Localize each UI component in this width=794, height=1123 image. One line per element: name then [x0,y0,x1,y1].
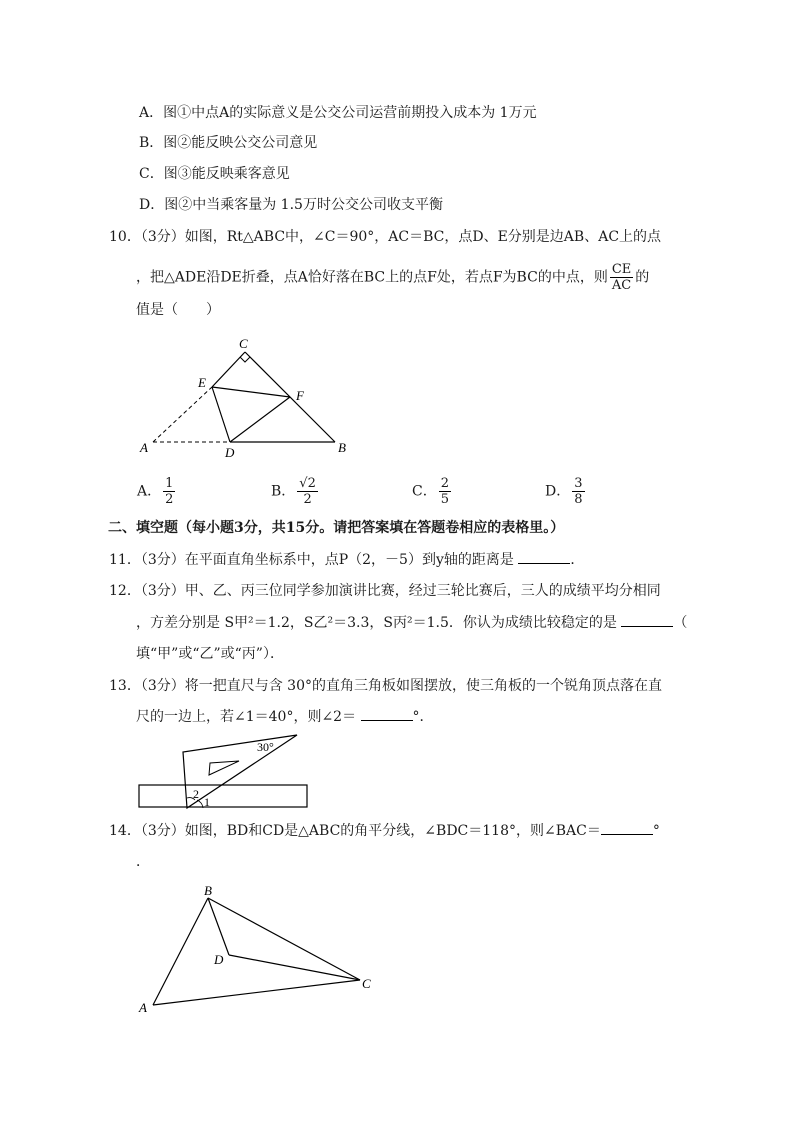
q10-option-b-prefix: B． [271,483,296,500]
q14-label-a: A [139,1000,147,1015]
q10-label-f: F [296,388,304,403]
q10-segment-ef [212,387,290,397]
q14-line1-end: ° [652,823,660,839]
q13-label-1: 1 [204,795,210,809]
q11-answer-blank[interactable] [518,549,570,564]
q13-answer-blank[interactable] [361,706,413,721]
q10-fraction-den: AC [611,278,632,293]
q14-line1-text: 14．（3分）如图，BD和CD是△ABC的角平分线，∠BDC＝118°，则∠BAC＝ [109,823,601,839]
q9-option-c: C．图③能反映乘客意见 [139,166,290,182]
q14-figure [130,880,380,1020]
q10-option-b-den: 2 [303,492,312,507]
q14-label-b: B [204,883,212,898]
q14-segment-dc [229,955,360,980]
q10-label-c: C [239,336,248,351]
q14-segment-bc [208,898,360,980]
q10-segment-ed [212,387,230,442]
q10-right-angle-mark [240,357,250,362]
q10-option-a-prefix: A． [137,483,162,500]
q14-segment-ac [153,980,360,1005]
q12-stem-line3: 填“甲”或“乙”或“丙”）． [136,646,284,662]
q14-answer-blank[interactable] [601,820,653,835]
q13-line2-end: °． [412,709,434,725]
q12-answer-blank[interactable] [621,612,673,627]
q14-segment-ba [153,898,208,1005]
q14-label-d: D [214,952,224,967]
q10-option-a-den: 2 [165,492,174,507]
q14-stem-line1 [109,820,660,841]
q13-label-30: 30° [257,740,274,754]
q10-option-d-prefix: D． [545,483,571,500]
q10-stem-line1: 10．（3分）如图，Rt△ABC中，∠C＝90°，AC＝BC，点D、E分别是边AB、AC上的点 [109,229,662,245]
q12-line2-text: ，方差分别是 S甲²＝1.2，S乙²＝3.3，S丙²＝1.5．你认为成绩比较稳定的是 [136,615,617,631]
q13-label-2: 2 [193,787,199,801]
q10-fraction [610,262,633,293]
q10-option-b-num: √2 [299,476,316,491]
q10-label-d: D [225,445,235,460]
q13-ruler [139,785,307,807]
q12-stem-line1: 12．（3分）甲、乙、丙三位同学参加演讲比赛，经过三轮比赛后，三人的成绩平均分相同 [109,583,661,599]
q10-label-a: A [140,440,148,455]
q10-option-d [545,476,587,507]
q10-label-e: E [198,375,206,390]
q10-option-d-num: 3 [574,476,583,491]
q13-line2-text: 尺的一边上，若∠1＝40°，则∠2＝ [136,709,357,725]
q14-stem-line2: ． [136,854,150,870]
q10-option-a-num: 1 [165,476,174,491]
q12-line2-end: （ [673,615,688,631]
q10-option-c [412,476,453,507]
q10-option-a [137,476,177,507]
q10-fraction-num: CE [611,262,632,277]
q10-segment-df [230,397,290,442]
q10-option-c-prefix: C． [412,483,437,500]
q10-stem-line2-text: ，把△ADE沿DE折叠，点A恰好落在BC上的点F处，若点F为BC的中点，则 [136,269,608,286]
q11-end: ． [570,552,585,568]
q14-label-c: C [362,976,371,991]
q9-option-b: B．图②能反映公交公司意见 [139,135,318,151]
q13-set-square-hole [209,761,239,775]
q13-set-square [183,735,297,808]
q10-option-c-den: 5 [440,492,449,507]
q10-stem-line3: 值是（ ） [136,302,220,318]
q10-option-c-num: 2 [440,476,449,491]
q11-text: 11．（3分）在平面直角坐标系中，点P（2，－5）到y轴的距离是 [109,552,514,568]
q9-option-a: A．图①中点A的实际意义是公交公司运营前期投入成本为 1万元 [139,105,537,121]
q10-option-d-den: 8 [574,492,583,507]
q9-option-d: D．图②中当乘客量为 1.5万时公交公司收支平衡 [139,197,443,213]
q13-stem-line2 [136,706,434,727]
q10-dashed-ae [153,387,212,442]
q11-stem [109,549,584,570]
q13-stem-line1: 13．（3分）将一把直尺与含 30°的直角三角板如图摆放，使三角板的一个锐角顶点落在直 [109,678,662,694]
q12-stem-line2 [136,612,687,633]
q14-segment-bd [208,898,229,955]
section-2-heading: 二、填空题（每小题3分，共15分。请把答案填在答题卷相应的表格里。） [108,520,565,536]
q10-stem-line2 [136,262,649,293]
q10-stem-line2-end: 的 [635,269,650,286]
q10-figure [130,330,360,460]
q10-label-b: B [338,440,346,455]
q10-option-b [271,476,320,507]
q13-figure [135,728,315,812]
